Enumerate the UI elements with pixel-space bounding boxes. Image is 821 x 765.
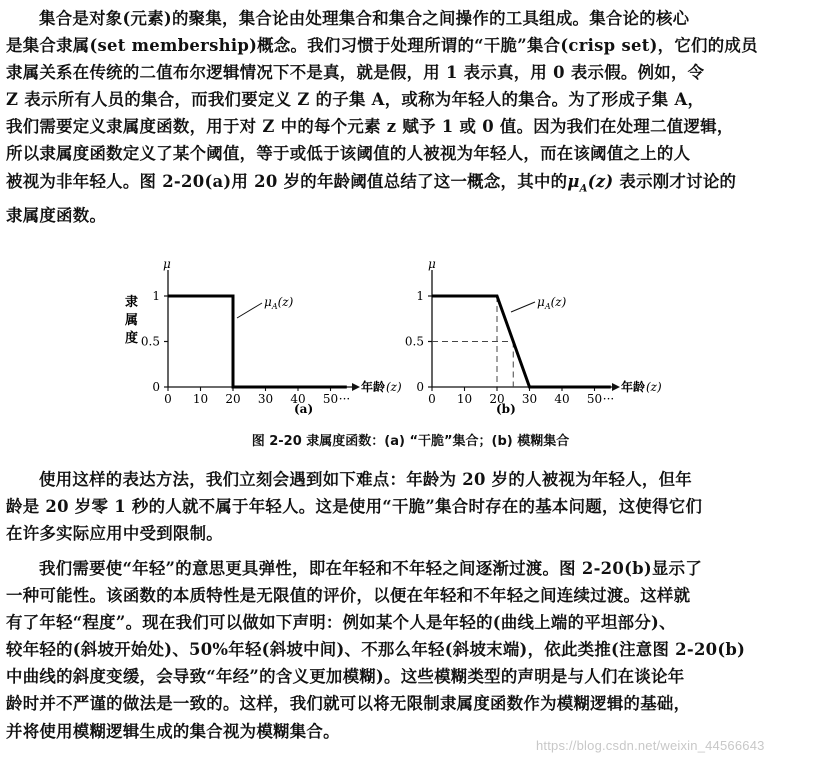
text-line: 隶属度函数。 — [6, 205, 107, 225]
figure-caption: 图 2-20 隶属度函数：(a) “干脆”集合；(b) 模糊集合 — [251, 434, 570, 449]
y-tick-label: 1 — [416, 289, 424, 303]
text-line: 中曲线的斜度变缓，会导致“年经”的含义更加模糊)。这些模糊类型的声明是与人们在谈论年 — [6, 667, 685, 687]
text-line: 一种可能性。该函数的本质特性是无限值的评价，以便在年轻和不年轻之间连续过渡。这样就 — [6, 586, 691, 606]
x-tick-label: ··· — [602, 392, 615, 406]
text-line: 在许多实际应用中受到限制。 — [6, 524, 223, 544]
y-axis-symbol: μ — [428, 257, 436, 271]
text-line: 隶属关系在传统的二值布尔逻辑情况下不是真，就是假，用 1 表示真，用 0 表示假。例如，令 — [6, 63, 705, 83]
text-line: 有了年轻“程度”。现在我们可以做如下声明：例如某个人是年轻的(曲线上端的平坦部分)、 — [6, 613, 676, 633]
text-line: 较年轻的(斜坡开始处)、50%年轻(斜坡中间)、不那么年轻(斜坡末端)，依此类推(注意图 2-20(b) — [6, 640, 746, 660]
curve-label: $\mu_A(z)$ — [537, 295, 567, 311]
x-tick-label: 0 — [428, 392, 436, 406]
x-tick-label: 20 — [225, 392, 241, 406]
y-label-char: 隶 — [125, 295, 139, 310]
membership-curve-a — [168, 296, 347, 387]
text-line: Z 表示所有人员的集合，而我们要定义 Z 的子集 A，或称为年轻人的集合。为了形成子集 A， — [6, 90, 705, 110]
text-line: 使用这样的表达方法，我们立刻会遇到如下难点：年龄为 20 岁的人被视为年轻人，但年 — [39, 470, 692, 489]
y-tick-label: 0.5 — [404, 334, 424, 349]
x-axis-label: 年龄 — [361, 380, 386, 394]
x-axis-label: 年龄 — [621, 380, 646, 394]
text-line: 集合是对象(元素)的聚集，集合论由处理集合和集合之间操作的工具组成。集合论的核心 — [39, 9, 690, 28]
x-tick-label: 50 — [322, 392, 339, 406]
figure-2-20 — [0, 250, 821, 430]
subfigure-label-b: (b) — [496, 402, 516, 416]
text-segment: 表示刚才讨论的 — [613, 171, 737, 191]
x-tick-label: 20 — [489, 392, 505, 406]
y-label-char: 度 — [125, 331, 139, 346]
y-label-char: 属 — [125, 313, 139, 328]
text-line: 并将使用模糊逻辑生成的集合视为模糊集合。 — [6, 721, 340, 741]
x-axis-variable: (z) — [386, 380, 402, 394]
y-tick-label: 0 — [152, 380, 160, 394]
chart-b — [405, 257, 662, 416]
text-segment: 被视为非年轻人。图 2-20(a)用 20 岁的年龄阈值总结了这一概念，其中的 — [6, 171, 568, 191]
membership-curve-b — [432, 296, 611, 387]
x-tick-label: 30 — [257, 392, 274, 406]
x-tick-label: 40 — [554, 392, 570, 406]
watermark: https://blog.csdn.net/weixin_44566643 — [536, 738, 765, 753]
x-tick-label: 50 — [586, 392, 603, 406]
y-tick-label: 1 — [152, 289, 160, 303]
text-line: 我们需要使“年轻”的意思更具弹性，即在年轻和不年轻之间逐渐过渡。图 2-20(b)显示了 — [39, 559, 703, 578]
text-line: 龄是 20 岁零 1 秒的人就不属于年轻人。这是使用“干脆”集合时存在的基本问题，这使得它们 — [6, 497, 703, 517]
paragraph-1 — [6, 5, 796, 229]
x-tick-label: ··· — [338, 392, 351, 406]
subfigure-label-a: (a) — [294, 402, 314, 416]
y-tick-label: 0 — [416, 380, 424, 394]
chart-a — [124, 257, 402, 416]
curve-label-leader — [237, 303, 262, 318]
text-line: 我们需要定义隶属度函数，用于对 Z 中的每个元素 z 赋予 1 或 0 值。因为我们在处理二值逻辑， — [6, 117, 734, 137]
text-line: 龄时并不严谨的做法是一致的。这样，我们就可以将无限制隶属度函数作为模糊逻辑的基础， — [6, 694, 691, 714]
x-tick-label: 10 — [192, 392, 209, 406]
x-tick-label: 10 — [456, 392, 473, 406]
y-axis-symbol: μ — [163, 257, 171, 271]
text-line — [6, 168, 796, 202]
x-axis-arrow — [352, 383, 360, 391]
curve-label: $\mu_A(z)$ — [264, 295, 294, 311]
x-axis-variable: (z) — [646, 380, 662, 394]
paragraph-3 — [6, 555, 796, 745]
membership-function-symbol: $\mu_A(z)$ — [567, 171, 614, 194]
paragraph-2 — [6, 466, 796, 547]
text-line: 所以隶属度函数定义了某个阈值，等于或低于该阈值的人被视为年轻人，而在该阈值之上的人 — [6, 144, 691, 164]
x-axis-arrow — [612, 383, 620, 391]
text-line: 是集合隶属(set membership)概念。我们习惯于处理所谓的“干脆”集合(crisp set)，它们的成员 — [6, 36, 758, 56]
x-tick-label: 0 — [164, 392, 172, 406]
curve-label-leader — [511, 302, 535, 312]
x-tick-label: 30 — [521, 392, 538, 406]
x-tick-label: 40 — [290, 392, 306, 406]
y-tick-label: 0.5 — [140, 334, 160, 349]
